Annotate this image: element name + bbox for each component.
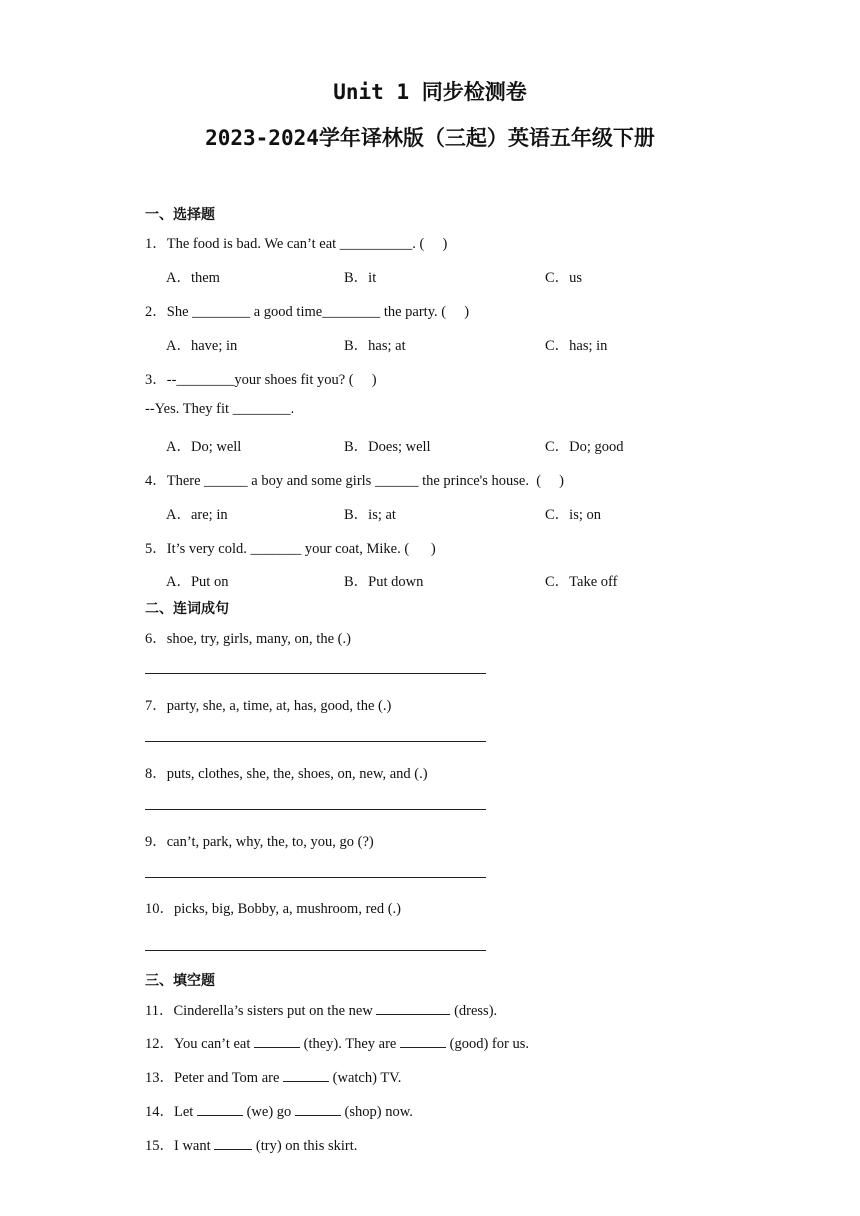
question-4-stem: 4．There ______ a boy and some girls ______ the prince's house. ( ): [145, 473, 564, 489]
question-3-option-c: C．Do; good: [545, 439, 624, 455]
section-heading-choice: 一、选择题: [145, 207, 215, 223]
question-15-blank: [214, 1135, 252, 1150]
section-heading-fill-in: 三、填空题: [145, 973, 215, 989]
question-1-stem: 1．The food is bad. We can’t eat __________. ( ): [145, 236, 448, 252]
question-2-option-a: A．have; in: [166, 338, 238, 354]
question-1-option-b: B．it: [344, 270, 377, 286]
question-3-option-a: A．Do; well: [166, 439, 242, 455]
question-9-prompt: 9．can’t, park, why, the, to, you, go (?): [145, 834, 374, 850]
question-14-text-after: (shop) now.: [340, 1104, 413, 1120]
question-2-option-b: B．has; at: [344, 338, 406, 354]
question-11-text-before: 11．Cinderella’s sisters put on the new: [145, 1003, 377, 1019]
question-13-text-before: 13．Peter and Tom are: [145, 1070, 284, 1086]
question-10-prompt: 10．picks, big, Bobby, a, mushroom, red (.): [145, 901, 402, 917]
question-12: [145, 1032, 529, 1053]
question-1-option-c: C．us: [545, 270, 583, 286]
question-14-text-middle: (we) go: [242, 1104, 295, 1120]
question-1-option-a: A．them: [166, 270, 220, 286]
question-6-answer-line: [145, 673, 486, 674]
question-8-prompt: 8．puts, clothes, she, the, shoes, on, new, and (.): [145, 766, 428, 782]
section-heading-word-order: 二、连词成句: [145, 601, 229, 617]
question-4-option-b: B．is; at: [344, 507, 396, 523]
question-2-stem: 2．She ________ a good time________ the party. ( ): [145, 304, 470, 320]
question-13-blank: [283, 1067, 329, 1082]
question-15-text-before: 15．I want: [145, 1138, 215, 1154]
question-11-blank: [376, 1000, 450, 1015]
question-15-text-after: (try) on this skirt.: [252, 1138, 358, 1154]
question-13: [145, 1066, 401, 1087]
question-6-prompt: 6．shoe, try, girls, many, on, the (.): [145, 631, 351, 647]
question-4-option-c: C．is; on: [545, 507, 601, 523]
question-4-option-a: A．are; in: [166, 507, 228, 523]
question-12-text-after: (good) for us.: [446, 1036, 529, 1052]
question-10-answer-line: [145, 950, 486, 951]
question-12-blank-1: [254, 1033, 300, 1048]
question-12-blank-2: [400, 1033, 446, 1048]
question-7-answer-line: [145, 741, 486, 742]
page-subtitle: 2023-2024学年译林版（三起）英语五年级下册: [205, 126, 655, 150]
question-14-blank-1: [197, 1101, 243, 1116]
question-5-option-b: B．Put down: [344, 574, 424, 590]
question-2-option-c: C．has; in: [545, 338, 608, 354]
page-title: Unit 1 同步检测卷: [333, 80, 527, 104]
question-12-text-before: 12．You can’t eat: [145, 1036, 255, 1052]
question-8-answer-line: [145, 809, 486, 810]
question-11: [145, 999, 497, 1020]
question-13-text-after: (watch) TV.: [329, 1070, 402, 1086]
question-14-blank-2: [295, 1101, 341, 1116]
question-11-text-after: (dress).: [450, 1003, 498, 1019]
question-5-stem: 5．It’s very cold. _______ your coat, Mike. ( ): [145, 541, 436, 557]
question-9-answer-line: [145, 877, 486, 878]
question-5-option-c: C．Take off: [545, 574, 618, 590]
question-14: [145, 1100, 413, 1121]
question-15: [145, 1134, 357, 1155]
question-14-text-before: 14．Let: [145, 1104, 197, 1120]
question-12-text-middle: (they). They are: [300, 1036, 400, 1052]
question-7-prompt: 7．party, she, a, time, at, has, good, the (.): [145, 698, 392, 714]
question-3-stem-line2: --Yes. They fit ________.: [145, 401, 295, 417]
question-3-stem: 3．--________your shoes fit you? ( ): [145, 372, 377, 388]
question-3-option-b: B．Does; well: [344, 439, 431, 455]
question-5-option-a: A．Put on: [166, 574, 229, 590]
